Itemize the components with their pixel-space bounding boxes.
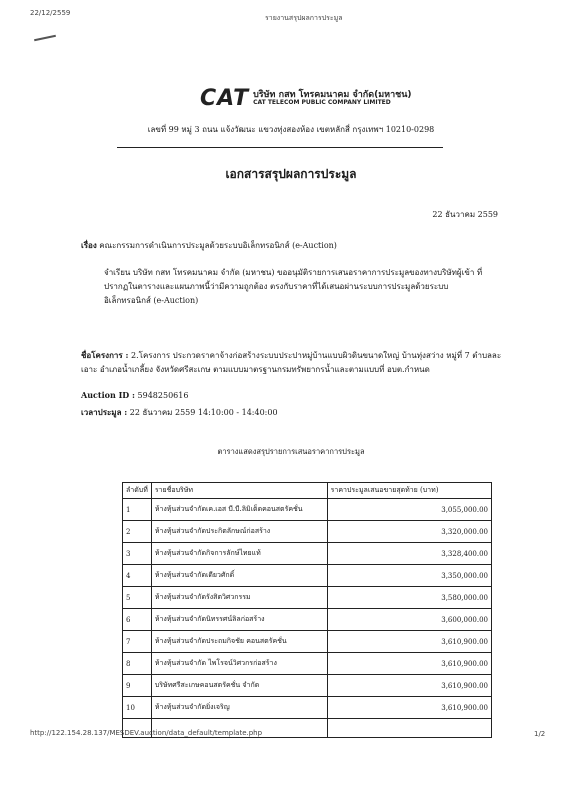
print-date: 22/12/2559	[30, 9, 71, 17]
table-row	[123, 653, 492, 675]
price-cell: 3,350,000.00	[327, 565, 491, 587]
col-header-price: ราคาประมูลเสนอขายสุดท้าย (บาท)	[327, 483, 491, 499]
company-cell: ห้างหุ้นส่วนจำกัดยิ่งเจริญ	[151, 697, 327, 719]
price-cell: 3,328,400.00	[327, 543, 491, 565]
price-cell: 3,055,000.00	[327, 499, 491, 521]
table-row	[123, 697, 492, 719]
table-row	[123, 609, 492, 631]
project-text: 2.โครงการ ประกวดราคาจ้างก่อสร้างระบบประปาหมู่บ้านแบบผิวดินขนาดใหญ่ บ้านทุ่งสว่าง หมู่ที่ 7 ตำบลละเอาะ อำเภอน้ำเกลี้ยง จังหวัดศรีสะเกษ ตามแบบมาตรฐานกรมทรัพยากรน้ำและตามแบบที่ อบต.กำหนด	[81, 351, 502, 374]
price-cell: 3,320,000.00	[327, 521, 491, 543]
company-cell: ห้างหุ้นส่วนจำกัดรังสิตวิศวกรรม	[151, 587, 327, 609]
rank-cell: 6	[123, 609, 152, 631]
table-row	[123, 499, 492, 521]
company-cell: บริษัทศรีสะเกษคอนสตรัคชั่น จำกัด	[151, 675, 327, 697]
document-date: 22 ธันวาคม 2559	[432, 210, 498, 219]
rank-cell: 4	[123, 565, 152, 587]
cat-logo-mark: CAT	[200, 86, 250, 111]
auction-id-line	[81, 388, 188, 403]
rank-cell: 9	[123, 675, 152, 697]
company-cell: ห้างหุ้นส่วนจำกัดนิทรรศน์ลิลก่อสร้าง	[151, 609, 327, 631]
company-cell: ห้างหุ้นส่วนจำกัดเค.เอส บี.บี.ลิมิเต็ดคอนสตรัคชั่น	[151, 499, 327, 521]
subject-label: เรื่อง	[81, 240, 97, 250]
body-line: อิเล็กทรอนิกส์ (e-Auction)	[104, 296, 199, 305]
print-header-title: รายงานสรุปผลการประมูล	[265, 14, 343, 22]
price-cell: 3,610,900.00	[327, 697, 491, 719]
rank-cell: 7	[123, 631, 152, 653]
auction-id-value: 5948250616	[137, 391, 189, 400]
company-cell: ห้างหุ้นส่วนจำกัด ไพโรจน์วิศวกรก่อสร้าง	[151, 653, 327, 675]
table-row	[123, 543, 492, 565]
price-cell: 3,610,900.00	[327, 631, 491, 653]
project-label: ชื่อโครงการ :	[81, 350, 129, 360]
auction-id-label: Auction ID :	[81, 390, 135, 400]
company-name-th: บริษัท กสท โทรคมนาคม จำกัด(มหาชน)	[253, 89, 412, 100]
table-row	[123, 587, 492, 609]
rank-cell: 8	[123, 653, 152, 675]
page-number: 1/2	[534, 730, 546, 738]
auction-time-line	[81, 405, 278, 420]
company-cell: ห้างหุ้นส่วนจำกัดประกิตลักษณ์ก่อสร้าง	[151, 521, 327, 543]
table-row	[123, 565, 492, 587]
table-row	[123, 521, 492, 543]
company-cell: ห้างหุ้นส่วนจำกัดประถมกิจชัย คอนสตรัคชั่น	[151, 631, 327, 653]
rank-cell: 2	[123, 521, 152, 543]
footer-url: http://122.154.28.137/MESDEV.auction/data_default/template.php	[30, 729, 263, 737]
price-cell: 3,610,900.00	[327, 653, 491, 675]
table-row	[123, 631, 492, 653]
rank-cell: 1	[123, 499, 152, 521]
col-header-company: รายชื่อบริษัท	[151, 483, 327, 499]
header-divider	[117, 147, 443, 148]
col-header-rank: ลำดับที่	[123, 483, 152, 499]
rank-cell: 3	[123, 543, 152, 565]
document-title: เอกสารสรุปผลการประมูล	[225, 167, 357, 181]
auction-time-value: 22 ธันวาคม 2559 14:10:00 - 14:40:00	[129, 408, 278, 417]
body-line: จำเรียน บริษัท กสท โทรคมนาคม จำกัด (มหาชน) ขออนุมัติรายการเสนอราคาการประมูลของทางบริษัทผู้เข้า ที่	[104, 268, 483, 277]
company-name-en: CAT TELECOM PUBLIC COMPANY LIMITED	[253, 99, 391, 107]
project-description	[81, 348, 511, 377]
table-row	[123, 675, 492, 697]
company-address: เลขที่ 99 หมู่ 3 ถนน แจ้งวัฒนะ แขวงทุ่งสองห้อง เขตหลักสี่ กรุงเทพฯ 10210-0298	[147, 125, 435, 134]
auction-time-label: เวลาประมูล :	[81, 407, 128, 417]
company-cell: ห้างหุ้นส่วนจำกัดกิจการลักษ์ไทยแท้	[151, 543, 327, 565]
subject-text: คณะกรรมการดำเนินการประมูลด้วยระบบอิเล็กทรอนิกส์ (e-Auction)	[99, 241, 337, 250]
results-table	[122, 482, 492, 738]
results-table-title: ตารางแสดงสรุปรายการเสนอราคาการประมูล	[217, 447, 365, 456]
body-paragraph	[104, 266, 508, 308]
rank-cell: 10	[123, 697, 152, 719]
company-cell: ห้างหุ้นส่วนจำกัดเดียวศักดิ์	[151, 565, 327, 587]
body-line: ปรากฏในตารางและแผนภาพนี้ว่ามีความถูกต้อง ตรงกับราคาที่ได้เสนอผ่านระบบการประมูลด้วยระบบ	[104, 282, 449, 291]
pen-mark	[34, 35, 56, 42]
company-logo	[200, 86, 412, 111]
price-cell: 3,580,000.00	[327, 587, 491, 609]
subject-line	[81, 238, 337, 253]
price-cell: 3,600,000.00	[327, 609, 491, 631]
rank-cell: 5	[123, 587, 152, 609]
price-cell: 3,610,900.00	[327, 675, 491, 697]
table-header-row	[123, 483, 492, 499]
